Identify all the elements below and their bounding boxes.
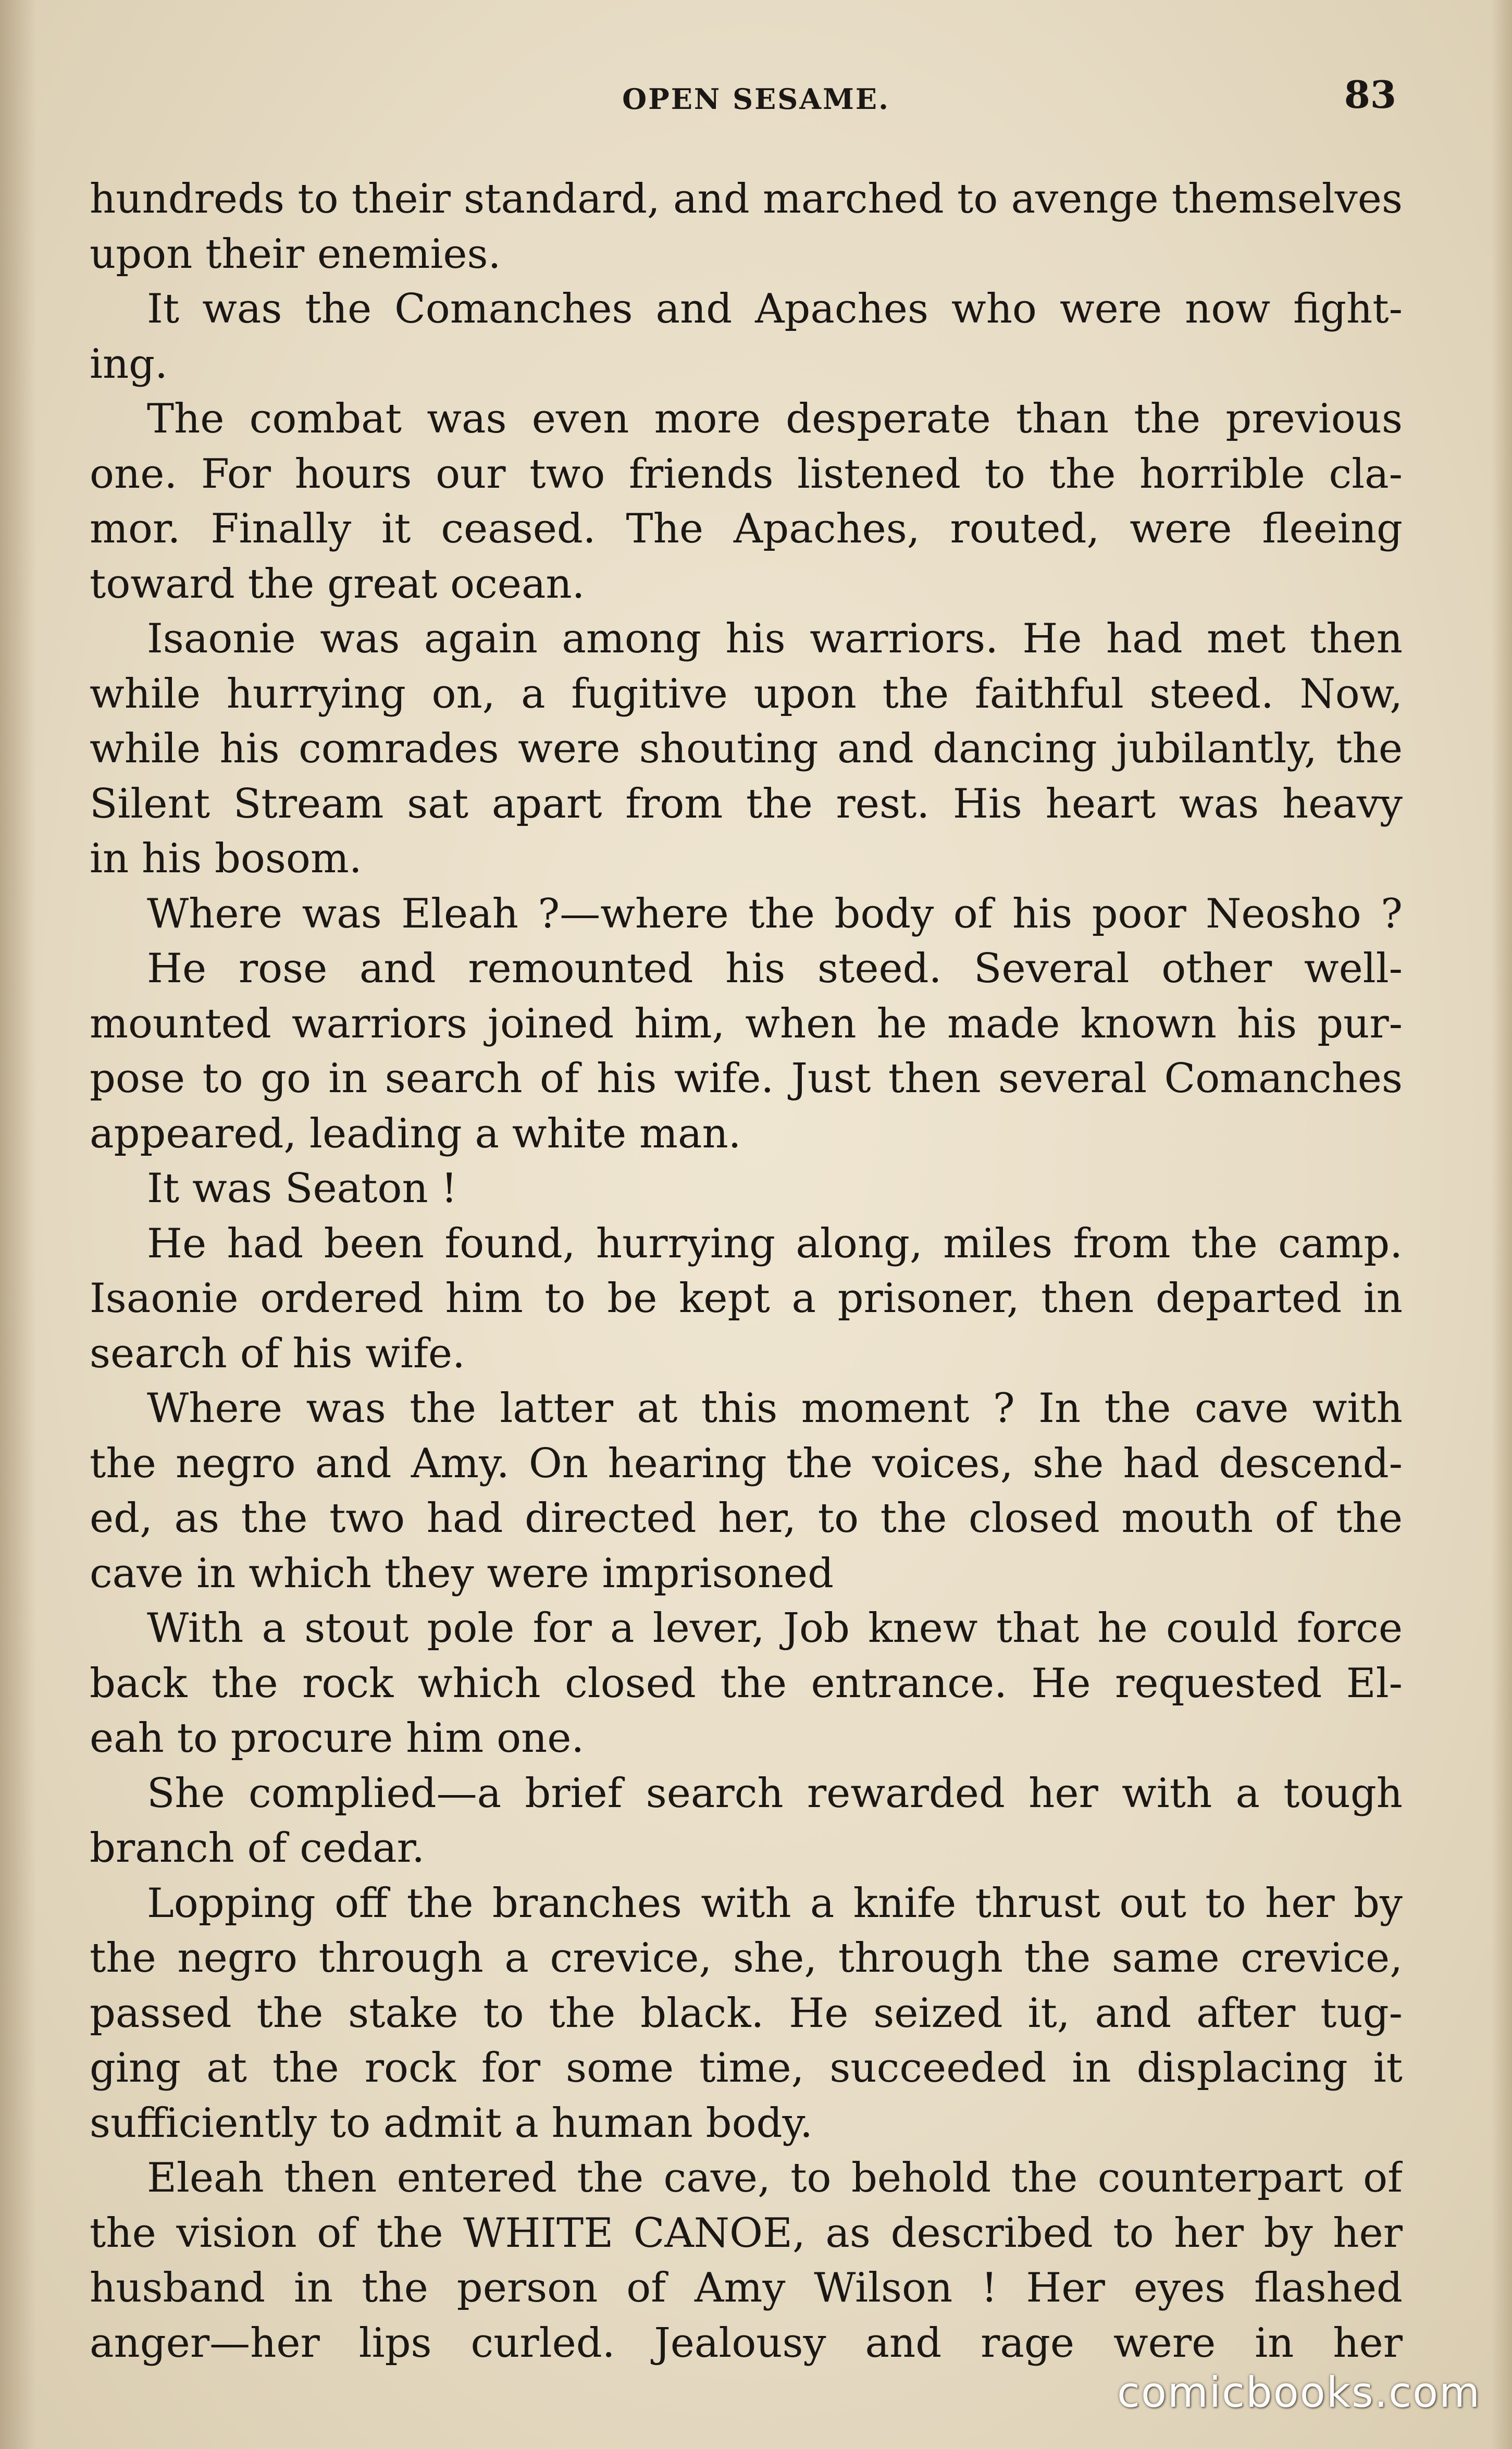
text-line: cave in which they were imprisoned xyxy=(90,1550,834,1597)
text-line: search of his wife. xyxy=(90,1330,465,1377)
text-line: Isaonie was again among his warriors. He had met then xyxy=(147,615,1403,662)
watermark: comicbooks.com xyxy=(1117,2368,1481,2417)
text-line: Where was Eleah ?—where the body of his poor Neosho ? xyxy=(147,890,1403,937)
text-line: passed the stake to the black. He seized it, and after tug- xyxy=(90,1989,1403,2037)
text-line: pose to go in search of his wife. Just then several Comanches xyxy=(90,1055,1403,1102)
text-line: appeared, leading a white man. xyxy=(90,1110,741,1157)
running-head xyxy=(0,72,1512,120)
text-line: He had been found, hurrying along, miles from the camp. xyxy=(147,1220,1403,1267)
text-line: He rose and remounted his steed. Several other well- xyxy=(147,945,1403,992)
text-line: mounted warriors joined him, when he made known his pur- xyxy=(90,1000,1403,1047)
running-title: OPEN SESAME. xyxy=(622,82,890,116)
text-line: toward the great ocean. xyxy=(90,560,585,608)
text-line: ed, as the two had directed her, to the closed mouth of the xyxy=(90,1495,1403,1542)
body-text xyxy=(90,172,1403,2371)
text-line: Where was the latter at this moment ? In the cave with xyxy=(147,1385,1403,1432)
page-number: 83 xyxy=(1344,72,1396,117)
text-line: hundreds to their standard, and marched to avenge themselves xyxy=(90,176,1403,222)
text-line: sufficiently to admit a human body. xyxy=(90,2099,813,2147)
text-line: Isaonie ordered him to be kept a prisoner, then departed in xyxy=(90,1275,1403,1322)
text-line: branch of cedar. xyxy=(90,1825,425,1872)
text-line: upon their enemies. xyxy=(90,230,501,278)
text-line: the vision of the WHITE CANOE, as described to her by her xyxy=(90,2209,1403,2257)
text-line: The combat was even more desperate than the previous xyxy=(147,395,1403,442)
text-line: It was the Comanches and Apaches who were now fight- xyxy=(147,286,1403,332)
text-line: the negro and Amy. On hearing the voices, she had descend- xyxy=(90,1440,1403,1487)
page-edge-shadow-right xyxy=(1491,0,1512,2449)
text-line: husband in the person of Amy Wilson ! Her eyes flashed xyxy=(90,2265,1403,2311)
text-line: eah to procure him one. xyxy=(90,1715,585,1762)
text-line: while his comrades were shouting and dancing jubilantly, the xyxy=(90,725,1403,772)
text-line: ing. xyxy=(90,340,168,388)
text-line: Eleah then entered the cave, to behold the counterpart of xyxy=(147,2155,1403,2201)
page-edge-shadow-left xyxy=(0,0,36,2449)
text-line: ging at the rock for some time, succeeded in displacing it xyxy=(90,2045,1403,2092)
text-line: anger—her lips curled. Jealousy and rage were in her xyxy=(90,2319,1403,2367)
text-line: mor. Finally it ceased. The Apaches, routed, were fleeing xyxy=(90,505,1403,552)
text-line: the negro through a crevice, she, through the same crevice, xyxy=(90,1935,1403,1982)
text-line: With a stout pole for a lever, Job knew that he could force xyxy=(147,1605,1403,1652)
text-line: Lopping off the branches with a knife thrust out to her by xyxy=(147,1879,1403,1927)
text-line: one. For hours our two friends listened to the horrible cla- xyxy=(90,450,1403,498)
text-line: It was Seaton ! xyxy=(147,1165,457,1212)
text-line: in his bosom. xyxy=(90,835,362,882)
text-line: She complied—a brief search rewarded her with a tough xyxy=(147,1770,1403,1817)
text-line: while hurrying on, a fugitive upon the faithful steed. Now, xyxy=(90,670,1403,718)
text-line: Silent Stream sat apart from the rest. His heart was heavy xyxy=(90,780,1403,827)
text-line: back the rock which closed the entrance. He requested El- xyxy=(90,1660,1403,1707)
